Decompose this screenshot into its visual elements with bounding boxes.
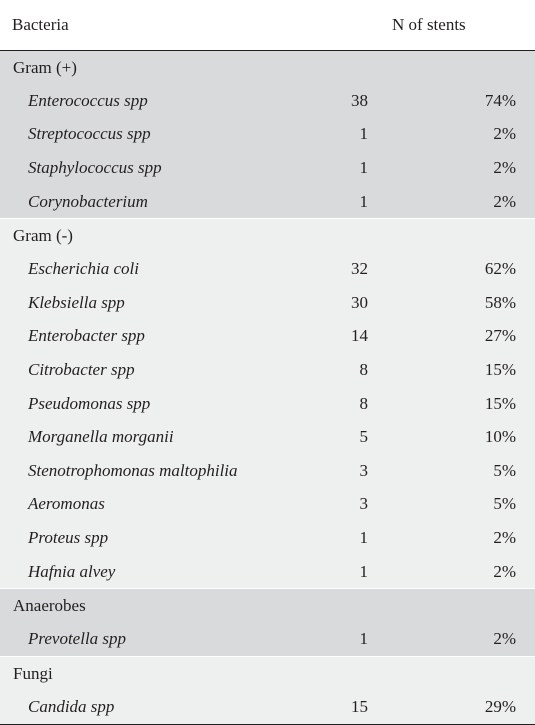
bacteria-name: Klebsiella spp — [28, 292, 125, 312]
stent-count: 5 — [359, 427, 368, 447]
stent-count: 3 — [359, 460, 368, 480]
stent-percent: 27% — [484, 326, 516, 346]
group-anaerobes — [0, 588, 535, 656]
group-title: Fungi — [13, 663, 53, 683]
stent-percent: 10% — [484, 427, 516, 447]
stent-percent: 15% — [484, 359, 516, 379]
stent-percent: 74% — [484, 90, 516, 110]
table-row — [0, 118, 535, 152]
stent-percent: 58% — [484, 292, 516, 312]
column-header-bacteria: Bacteria — [12, 15, 69, 34]
stent-count: 38 — [351, 90, 368, 110]
stent-count: 1 — [359, 629, 368, 649]
stent-count: 1 — [359, 124, 368, 144]
table-row — [0, 84, 535, 118]
stent-count: 8 — [359, 359, 368, 379]
bacteria-name: Candida spp — [28, 696, 115, 716]
group-title: Anaerobes — [13, 596, 86, 616]
bacteria-name: Enterobacter spp — [28, 326, 145, 346]
group-gram-positive — [0, 51, 535, 218]
table-row — [0, 454, 535, 488]
stent-percent: 2% — [493, 191, 516, 211]
bacteria-name: Staphylococcus spp — [28, 157, 162, 177]
bacteria-name: Streptococcus spp — [28, 124, 151, 144]
group-gram-negative — [0, 218, 535, 588]
stent-percent: 15% — [484, 393, 516, 413]
table-row — [0, 690, 535, 724]
bacteria-name: Escherichia coli — [28, 259, 139, 279]
table-row — [0, 320, 535, 354]
bacteria-name: Aeromonas — [28, 494, 105, 514]
stent-count: 8 — [359, 393, 368, 413]
table-row — [0, 185, 535, 219]
stent-count: 1 — [359, 561, 368, 581]
bacteria-name: Proteus spp — [28, 527, 109, 547]
stent-percent: 5% — [493, 460, 516, 480]
table-row — [0, 387, 535, 421]
table-row — [0, 488, 535, 522]
group-fungi — [0, 656, 535, 725]
stent-count: 1 — [359, 527, 368, 547]
stent-percent: 2% — [493, 157, 516, 177]
table-row — [0, 252, 535, 286]
stent-count: 1 — [359, 191, 368, 211]
table-row — [0, 286, 535, 320]
stent-percent: 2% — [493, 629, 516, 649]
stent-count: 3 — [359, 494, 368, 514]
stent-percent: 62% — [484, 259, 516, 279]
stent-percent: 29% — [484, 696, 516, 716]
bacteria-name: Hafnia alvey — [28, 561, 116, 581]
bacteria-name: Morganella morganii — [28, 427, 174, 447]
bacteria-name: Enterococcus spp — [28, 90, 148, 110]
stent-count: 1 — [359, 157, 368, 177]
stent-count: 30 — [351, 292, 368, 312]
table-row — [0, 353, 535, 387]
stent-percent: 5% — [493, 494, 516, 514]
table-row — [0, 555, 535, 589]
bacteria-name: Prevotella spp — [28, 629, 127, 649]
stent-percent: 2% — [493, 527, 516, 547]
stent-percent: 2% — [493, 561, 516, 581]
bacteria-name: Stenotrophomonas maltophilia — [28, 460, 238, 480]
group-title: Gram (+) — [13, 58, 77, 77]
stent-count: 15 — [351, 696, 368, 716]
table-row — [0, 420, 535, 454]
table-row — [0, 151, 535, 185]
stent-percent: 2% — [493, 124, 516, 144]
bacteria-name: Citrobacter spp — [28, 359, 135, 379]
table-header — [0, 0, 535, 51]
stent-count: 14 — [351, 326, 368, 346]
column-header-n-of-stents: N of stents — [392, 15, 466, 34]
table-row — [0, 622, 535, 656]
table-row — [0, 521, 535, 555]
bacteria-name: Pseudomonas spp — [28, 393, 151, 413]
bacteria-name: Corynobacterium — [28, 191, 148, 211]
group-title: Gram (-) — [13, 226, 73, 246]
stent-count: 32 — [351, 259, 368, 279]
